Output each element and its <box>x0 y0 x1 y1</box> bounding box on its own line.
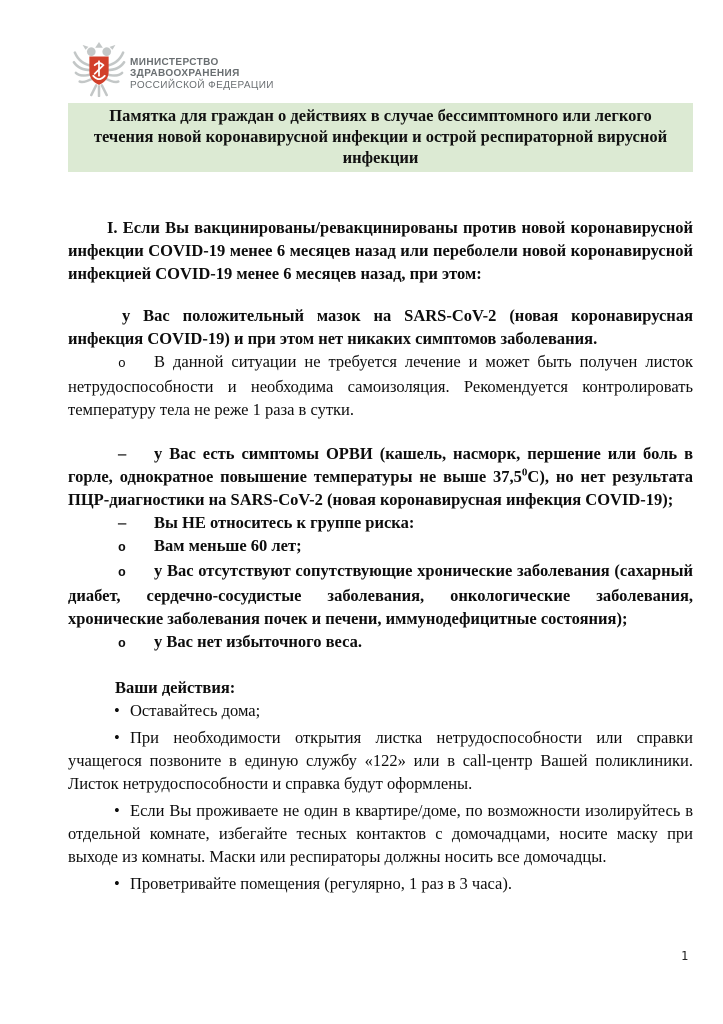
ministry-name-line3: РОССИЙСКОЙ ФЕДЕРАЦИИ <box>130 79 274 91</box>
ministry-name-line2: ЗДРАВООХРАНЕНИЯ <box>130 68 240 80</box>
bullet-marker: • <box>114 701 120 720</box>
document-body <box>68 216 693 895</box>
paragraph-intro: I. Если Вы вакцинированы/ревакцинированы против новой коронавирусной инфекции COVID-19 менее 6 месяцев назад или переболели новой коронавирусной инфекцией COVID-19 менее 6 месяцев назад, при этом: <box>68 218 693 283</box>
not-risk-group-text: Вы НЕ относитесь к группе риска: <box>154 513 415 532</box>
document-title: Памятка для граждан о действиях в случае бессимптомного или легкого течения новой коронавирусной инфекции и острой респираторной вирусной инфекции <box>68 103 693 172</box>
list-item-no-chronic-diseases <box>68 559 693 630</box>
under-60-text: Вам меньше 60 лет; <box>154 536 302 555</box>
bullet-item-ventilate <box>68 872 693 895</box>
list-item-under-60 <box>68 534 693 559</box>
paragraph-positive-swab: у Вас положительный мазок на SARS-CoV-2 (новая коронавирусная инфекция COVID-19) и при этом нет никаких симптомов заболевания. <box>68 306 693 348</box>
list-item-situation <box>68 350 693 421</box>
circle-marker: o <box>118 636 126 651</box>
list-item-no-overweight <box>68 630 693 655</box>
list-item-orvi-symptoms <box>68 442 693 511</box>
bullet-item-call-122 <box>68 726 693 795</box>
call-122-text: При необходимости открытия листка нетрудоспособности или справки учащегося позвоните в единую службу «122» или в call-центр Вашей поликлиники. Листок нетрудоспособности и справка будут оформлены. <box>68 728 693 793</box>
circle-marker: o <box>118 565 126 580</box>
stay-home-text: Оставайтесь дома; <box>130 701 261 720</box>
ministry-name <box>130 51 274 92</box>
dash-marker: – <box>118 513 127 532</box>
list-item-not-risk-group <box>68 511 693 534</box>
ministry-emblem-icon <box>72 41 126 102</box>
ministry-name-line1: МИНИСТЕРСТВО <box>130 56 219 68</box>
bullet-item-isolate <box>68 799 693 868</box>
no-overweight-text: у Вас нет избыточного веса. <box>154 632 362 651</box>
orvi-text-end: С), но нет результата ПЦР-диагностики на SARS-CoV-2 (новая коронавирусная инфекция COVID-19); <box>68 467 693 509</box>
isolate-text: Если Вы проживаете не один в квартире/доме, по возможности изолируйтесь в отдельной комнате, избегайте тесных контактов с домочадцами, носите маску при выходе из комнаты. Маски или респираторы должны носить все домочадцы. <box>68 801 693 866</box>
circle-marker: o <box>118 356 126 371</box>
bullet-marker: • <box>114 728 120 747</box>
no-chronic-diseases-text: у Вас отсутствуют сопутствующие хронические заболевания (сахарный диабет, сердечно-сосудистые заболевания, онкологические заболевания, хронические заболевания почек и печени, иммунодефицитные состояния); <box>68 561 693 628</box>
orvi-text-start: у Вас есть симптомы ОРВИ (кашель, насморк, першение или боль в горле, однократное повышение температуры не выше 37,5 <box>68 444 693 486</box>
bullet-marker: • <box>114 874 120 893</box>
dash-marker: – <box>118 444 127 463</box>
bullet-item-stay-home <box>68 699 693 722</box>
circle-marker: o <box>118 540 126 555</box>
list-item-situation-text: В данной ситуации не требуется лечение и может быть получен листок нетрудоспособности и необходима самоизоляция. Рекомендуется контролировать температуру тела не реже 1 раза в сутки. <box>68 352 693 419</box>
ministry-letterhead <box>72 43 693 99</box>
ventilate-text: Проветривайте помещения (регулярно, 1 раз в 3 часа). <box>130 874 512 893</box>
page-number: 1 <box>681 949 689 963</box>
bullet-marker: • <box>114 801 120 820</box>
degree-superscript: 0 <box>521 466 528 479</box>
actions-heading: Ваши действия: <box>115 678 236 697</box>
